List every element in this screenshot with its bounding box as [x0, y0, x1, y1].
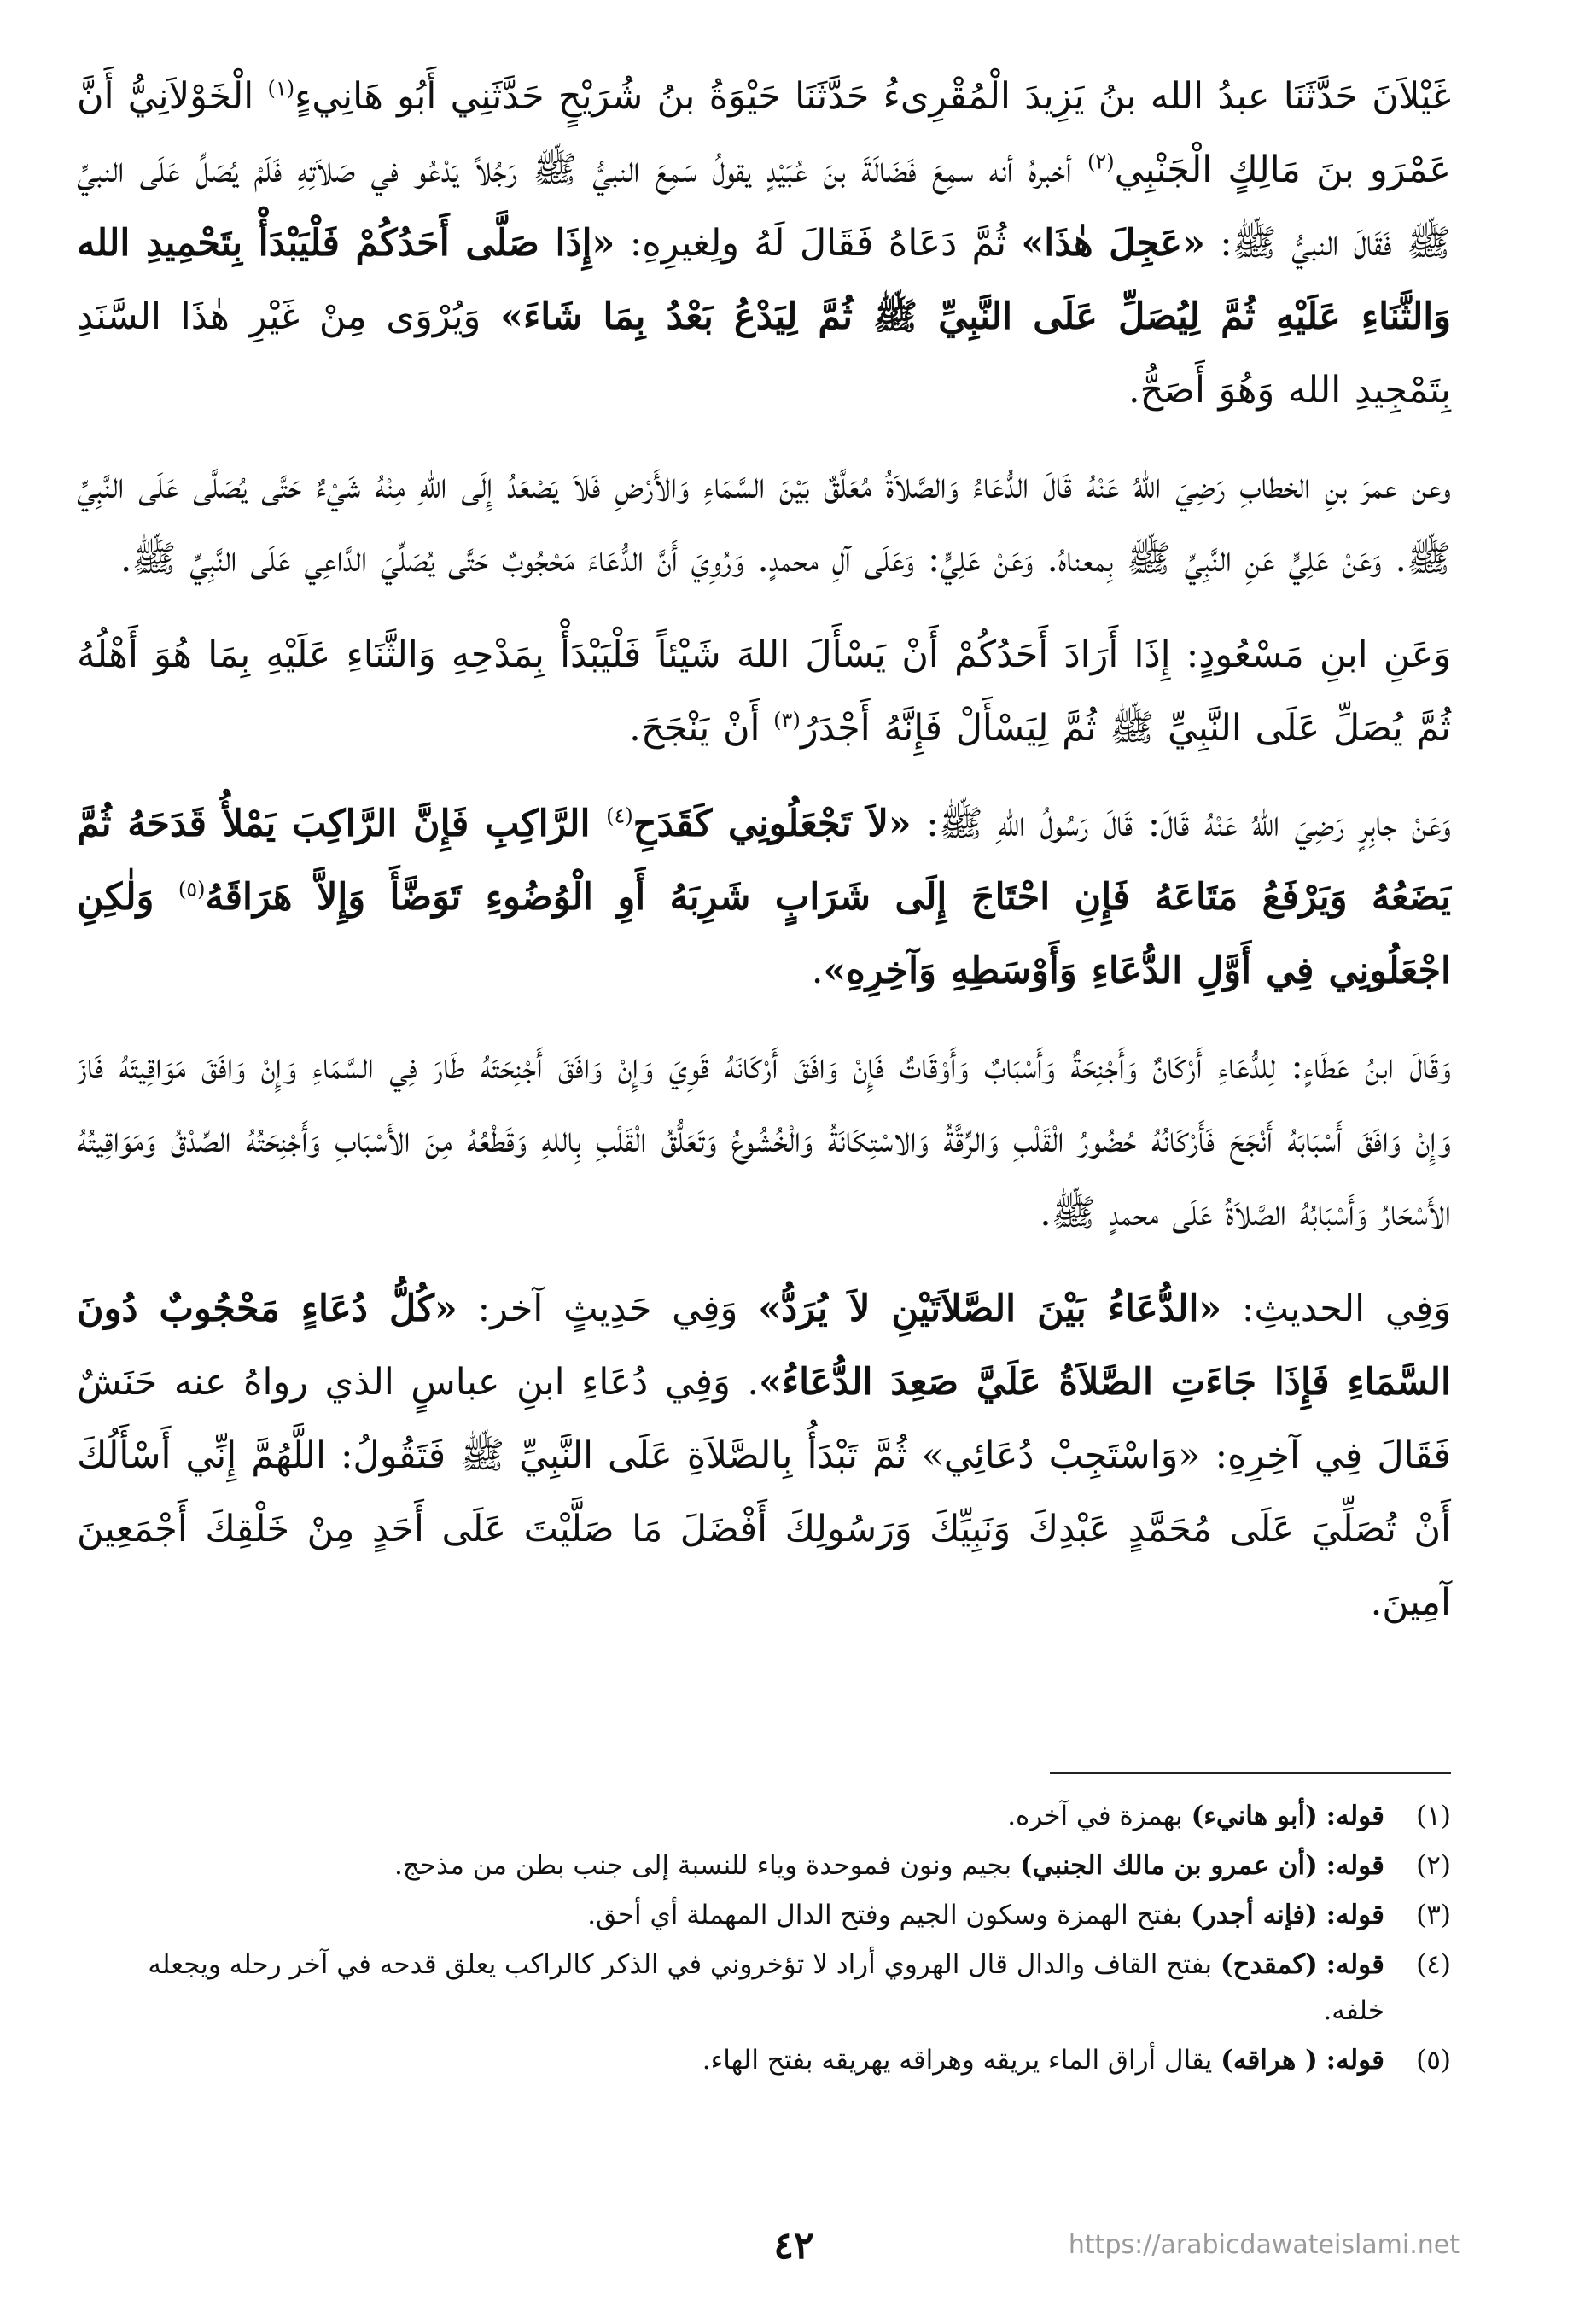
hadith-quote: «عَجِلَ هٰذَا» — [1021, 222, 1205, 265]
footnote-1 — [102, 1793, 1451, 1839]
footnote-ref-1[interactable]: (١) — [267, 76, 295, 101]
footnote-text — [102, 1793, 1384, 1839]
footnote-text — [102, 1892, 1384, 1938]
footnote-number: (٢) — [1416, 1850, 1451, 1881]
text-run: الْخَوْلاَنِيُّ أَنَّ عَمْرَو بنَ مَالِكٍ الْجَنْبِي — [77, 75, 1451, 191]
footnote-4 — [102, 1942, 1451, 2034]
text-run: غَيْلاَنَ حَدَّثَنَا عبدُ الله بنُ يَزِيدَ الْمُقْرِىءُ حَدَّثَنَا حَيْوَةُ بنُ شُرَيْحٍ حَدَّثَنِي أَبُو هَانِيءٍ — [294, 75, 1451, 118]
footnote-body: بفتح الهمزة وسكون الجيم وفتح الدال المهملة أي أحق. — [587, 1900, 1192, 1930]
paragraph-2: وعن عمرَ بنِ الخطابِ رَضِيَ اللهُ عَنْهُ قَالَ الدُّعَاءُ وَالصَّلاَةُ مُعَلَّقٌ بَيْنَ السَّمَاءِ وَالأَرْضِ فَلاَ يَصْعَدُ إِلَى اللهِ مِنْهُ شَيْءٌ حَتَّى يُصَلَّى عَلَى النَّبِيِّ ﷺ. وَعَنْ عَلِيٍّ عَنِ النَّبِيِّ ﷺ بِمعناهُ. وَعَنْ عَلِيٍّ: وَعَلَى آلِ محمدٍ. وَرُوِيَ أَنَّ الدُّعَاءَ مَحْجُوبٌ حَتَّى يُصَلِّيَ الدَّاعِي عَلَى النَّبِيِّ ﷺ. — [77, 464, 1451, 581]
hadith-quote: «كُلُّ دُعَاءٍ مَحْجُوبٌ دُونَ السَّمَاءِ فَإِذَا جَاءَتِ الصَّلاَةُ عَلَيَّ صَعِدَ الدُّعَاءُ» — [77, 1288, 1451, 1404]
text-run: . — [811, 949, 824, 992]
footnote-label: قوله: — [1326, 2045, 1384, 2076]
text-run: وَفِي حَدِيثٍ آخر: — [457, 1288, 759, 1330]
text-run: أخبرهُ أنه سمِعَ فَضَالَةَ بنَ عُبَيْدٍ يقولُ سَمِعَ النبيُّ ﷺ رَجُلاً يَدْعُو في صَلاَتِهِ فَلَمْ يُصَلِّ عَلَى النبيِّ ﷺ فَقَالَ النبيُّ ﷺ: — [77, 149, 1451, 265]
footnote-body: بفتح القاف والدال قال الهروي أراد لا تؤخروني في الذكر كالراكب يعلق قدحه في آخر رحله ويجعله خلفه. — [148, 1949, 1384, 2026]
hadith-quote: «إِذَا صَلَّى أَحَدُكُمْ فَلْيَبْدَأْ بِتَحْمِيدِ الله وَالثَّنَاءِ عَلَيْهِ ثُمَّ لِيُصَلِّ عَلَى النَّبِيِّ ﷺ ثُمَّ لِيَدْعُ بَعْدُ بِمَا شَاءَ» — [77, 222, 1452, 338]
text-run: ثُمَّ دَعَاهُ فَقَالَ لَهُ ولِغيرِهِ: — [615, 222, 1022, 265]
footnote-body: بجيم ونون فموحدة وياء للنسبة إلى جنب بطن من مذحج. — [394, 1850, 1020, 1881]
footnote-quote: (أن عمرو بن مالك الجنبي) — [1019, 1850, 1318, 1881]
footnote-text — [102, 2037, 1384, 2083]
hadith-quote: وَلٰكِنِ اجْعَلُونِي فِي أَوَّلِ الدُّعَاءِ وَأَوْسَطِهِ وَآخِرِهِ» — [77, 876, 1451, 992]
footnote-ref-2[interactable]: (٢) — [1087, 149, 1115, 174]
paragraph-4 — [77, 787, 1451, 1007]
footnote-2 — [102, 1842, 1451, 1889]
footnote-number: (٤) — [1416, 1949, 1451, 1980]
text-run: وَعَنِ ابنِ مَسْعُودٍ: إِذَا أَرَادَ أَحَدُكُمْ أَنْ يَسْأَلَ اللهَ شَيْئاً فَلْيَبْدَأْ بِمَدْحِهِ وَالثَّنَاءِ عَلَيْهِ بِمَا هُوَ أَهْلُهُ ثُمَّ يُصَلِّ عَلَى النَّبِيِّ ﷺ ثُمَّ لِيَسْأَلْ فَإِنَّهُ أَجْدَرُ — [77, 634, 1451, 750]
paragraph-1 — [77, 60, 1451, 427]
footnote-text — [102, 1942, 1384, 2034]
footnote-body: بهمزة في آخره. — [1007, 1801, 1192, 1831]
paragraph-5: وَقَالَ ابنُ عَطَاءٍ: لِلدُّعَاءِ أَرْكَانٌ وَأَجْنِحَةٌ وَأَسْبَابٌ وَأَوْقَاتٌ فَإِنْ وَافَقَ أَرْكَانَهُ قَوِيَ وَإِنْ وَافَقَ أَجْنِحَتَهُ طَارَ فِي السَّمَاءِ وَإِنْ وَافَقَ مَوَاقِيتَهُ فَازَ وَإِنْ وَافَقَ أَسْبَابَهُ أَنْجَحَ فَأَرْكَانُهُ حُضُورُ الْقَلْبِ وَالرِّقَّةُ وَالاسْتِكَانَةُ وَالْخُشُوعُ وَتَعَلُّقُ الْقَلْبِ بِاللهِ وَقَطْعُهُ مِنَ الأَسْبَابِ وَأَجْنِحَتُهُ الصِّدْقُ وَمَوَاقِيتُهُ الأَسْحَارُ وَأَسْبَابُهُ الصَّلاَةُ عَلَى محمدٍ ﷺ. — [77, 1045, 1451, 1235]
footnote-label: قوله: — [1326, 1900, 1384, 1930]
footnote-divider — [1050, 1772, 1451, 1774]
hadith-quote: «الدُّعَاءُ بَيْنَ الصَّلاَتَيْنِ لاَ يُرَدُّ» — [758, 1288, 1222, 1330]
footnote-quote: (أبو هانيء) — [1191, 1801, 1318, 1831]
paragraph-6 — [77, 1272, 1451, 1639]
footnote-quote: (كمقدح) — [1220, 1949, 1318, 1980]
footnote-ref-3[interactable]: (٣) — [773, 708, 801, 733]
text-run: أَنْ يَنْجَحَ. — [629, 707, 774, 750]
footnote-text — [102, 1842, 1384, 1889]
watermark-url[interactable]: https://arabicdawateislami.net — [1068, 2230, 1460, 2260]
footnote-number: (٥) — [1416, 2045, 1451, 2076]
footnotes-section — [102, 1793, 1451, 2087]
text-run: وَعَنْ جابِرٍ رَضِيَ اللهُ عَنْهُ قَالَ: قَالَ رَسُولُ اللهِ ﷺ: — [911, 803, 1451, 845]
footnote-ref-5[interactable]: (٥) — [178, 877, 206, 902]
footnote-label: قوله: — [1326, 1801, 1384, 1831]
page-number: ٤٢ — [773, 2224, 814, 2268]
text-run: . وَفِي دُعَاءِ ابنِ عباسٍ الذي رواهُ عنه حَنَشٌ فَقَالَ فِي آخِرِهِ: «وَاسْتَجِبْ دُعَائِي» ثُمَّ تَبْدَأُ بِالصَّلاَةِ عَلَى النَّبِيِّ ﷺ فَتَقُولُ: اللَّهُمَّ إِنِّي أَسْأَلُكَ أَنْ تُصَلِّيَ عَلَى مُحَمَّدٍ عَبْدِكَ وَنَبِيِّكَ وَرَسُولِكَ أَفْضَلَ مَا صَلَّيْتَ عَلَى أَحَدٍ مِنْ خَلْقِكَ أَجْمَعِينَ آمِينَ. — [77, 1361, 1451, 1624]
paragraph-3 — [77, 618, 1451, 765]
footnote-quote: (فإنه أجدر) — [1191, 1900, 1318, 1930]
footnote-3 — [102, 1892, 1451, 1938]
footnote-body: يقال أراق الماء يريقه وهراقه يهريقه بفتح الهاء. — [702, 2045, 1221, 2076]
hadith-quote: «لاَ تَجْعَلُونِي كَقَدَحِ — [632, 803, 912, 845]
footnote-number: (٣) — [1416, 1900, 1451, 1930]
footnote-5 — [102, 2037, 1451, 2083]
footnote-number: (١) — [1416, 1801, 1451, 1831]
text-run: وَفِي الحديثِ: — [1221, 1288, 1451, 1330]
footnote-quote: ( هراقه) — [1221, 2045, 1318, 2076]
hadith-quote: الرَّاكِبِ فَإِنَّ الرَّاكِبَ يَمْلأُ قَدَحَهُ ثُمَّ يَضَعُهُ وَيَرْفَعُ مَتَاعَهُ فَإِنِ احْتَاجَ إِلَى شَرَابٍ شَرِبَهُ أَوِ الْوُضُوءِ تَوَضَّأَ وَإِلاَّ هَرَاقَهُ — [77, 803, 1451, 919]
footnote-label: قوله: — [1326, 1949, 1384, 1980]
text-run: وَيُرْوَى مِنْ غَيْرِ هٰذَا السَّنَدِ بِتَمْجِيدِ الله وَهُوَ أَصَحُّ. — [77, 295, 1451, 412]
main-text — [77, 60, 1451, 1661]
footnote-ref-4[interactable]: (٤) — [606, 803, 633, 828]
footnote-label: قوله: — [1326, 1850, 1384, 1881]
